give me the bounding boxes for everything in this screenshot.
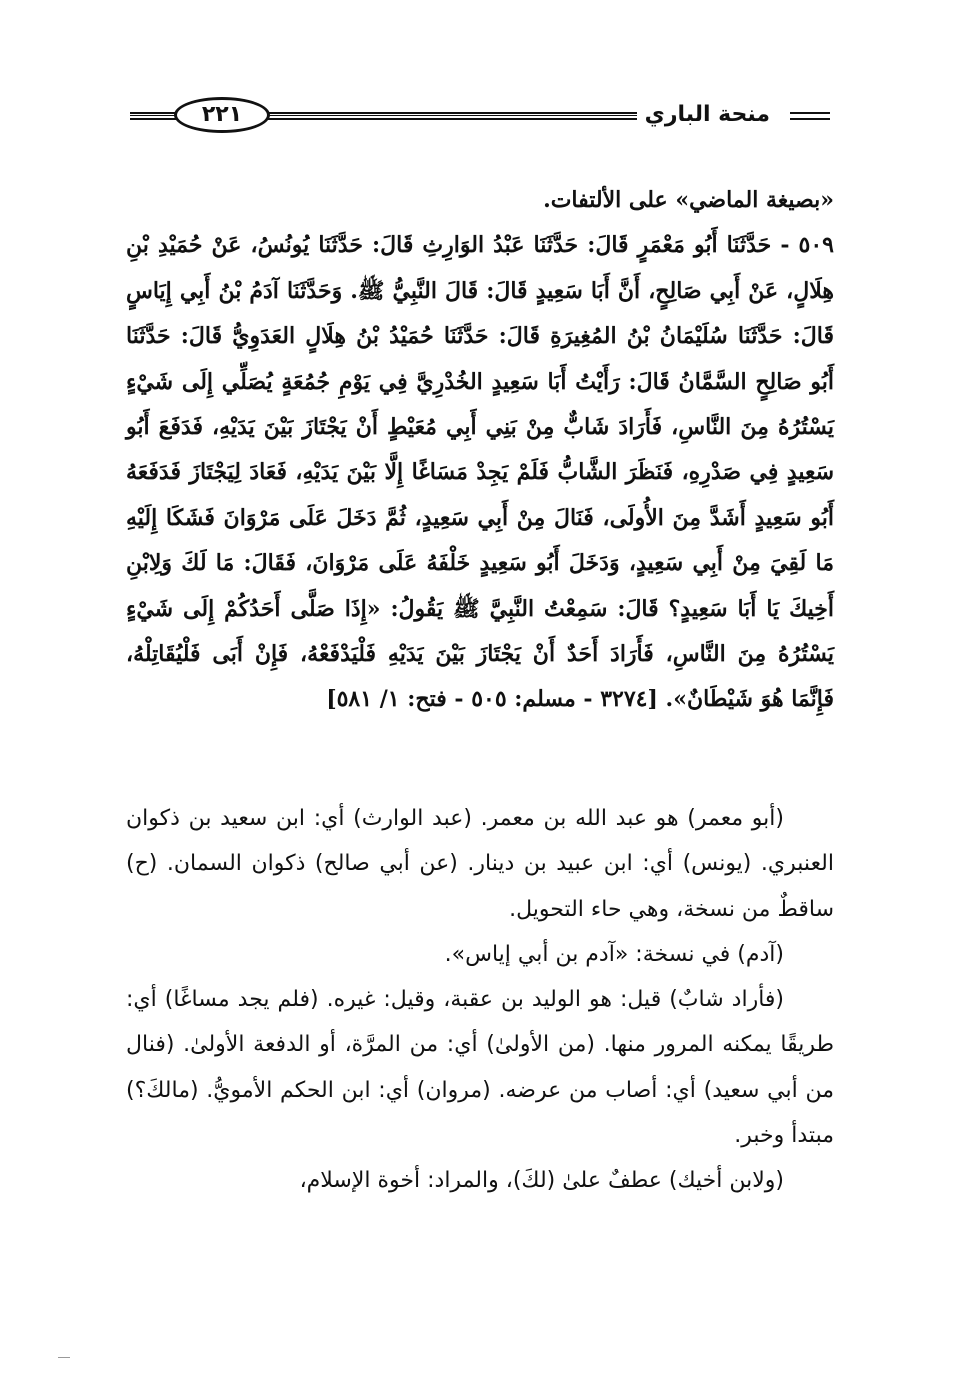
commentary-paragraph: (ولابن أخيك) عطفٌ علىٰ (لكَ)، والمراد: أخوة الإسلام، <box>299 1168 784 1194</box>
commentary-paragraph: (آدم) في نسخة: «آدم بن أبي إياس». <box>444 941 784 967</box>
hadith-text-block <box>126 178 834 723</box>
continuation-line: «بصيغة الماضي» على الألتفات. <box>543 187 834 213</box>
page-number: ٢٢١ <box>174 97 270 133</box>
commentary-paragraph: (أبو معمر) هو عبد الله بن معمر. (عبد الوارث) أي: ابن سعيد بن ذكوان العنبري. (يونس) أي: ابن عبيد بن دينار. (عن أبي صالح) ذكوان السمان. (ح) ساقطٌ من نسخة، وهي حاء التحويل. <box>126 806 834 922</box>
scan-mark <box>58 1357 70 1358</box>
header-short-rule <box>790 112 830 120</box>
page-header <box>130 96 830 136</box>
hadith-509: ٥٠٩ - حَدَّثَنَا أَبُو مَعْمَرٍ قَالَ: حَدَّثَنَا عَبْدُ الوَارِثِ قَالَ: حَدَّثَنَا يُونُسُ، عَنْ حُمَيْدِ بْنِ هِلَالٍ، عَنْ أَبِي صَالِحٍ، أَنَّ أَبَا سَعِيدٍ قَالَ: قَالَ النَّبِيُّ ﷺ. وَحَدَّثَنَا آدَمُ بْنُ أَبِي إِيَاسٍ قَالَ: حَدَّثَنَا سُلَيْمَانُ بْنُ المُغِيرَةِ قَالَ: حَدَّثَنَا حُمَيْدُ بْنُ هِلَالٍ العَدَوِيُّ قَالَ: حَدَّثَنَا أَبُو صَالِحٍ السَّمَّانُ قَالَ: رَأَيْتُ أَبَا سَعِيدٍ الخُدْرِيَّ فِي يَوْمِ جُمُعَةٍ يُصَلِّي إِلَى شَيْءٍ يَسْتُرُهُ مِنَ النَّاسِ، فَأَرَادَ شَابٌّ مِنْ بَنِي أَبِي مُعَيْطٍ أَنْ يَجْتَازَ بَيْنَ يَدَيْهِ، فَدَفَعَ أَبُو سَعِيدٍ فِي صَدْرِهِ، فَنَظَرَ الشَّابُّ فَلَمْ يَجِدْ مَسَاغًا إِلَّا بَيْنَ يَدَيْهِ، فَعَادَ لِيَجْتَازَ فَدَفَعَهُ أَبُو سَعِيدٍ أَشَدَّ مِنَ الأُولَى، فَنَالَ مِنْ أَبِي سَعِيدٍ، ثُمَّ دَخَلَ عَلَى مَرْوَانَ فَشَكَا إِلَيْهِ مَا لَقِيَ مِنْ أَبِي سَعِيدٍ، وَدَخَلَ أَبُو سَعِيدٍ خَلْفَهُ عَلَى مَرْوَانَ، فَقَالَ: مَا لَكَ وَلِابْنِ أَخِيكَ يَا أَبَا سَعِيدٍ؟ قَالَ: سَمِعْتُ النَّبِيَّ ﷺ يَقُولُ: «إِذَا صَلَّى أَحَدُكُمْ إِلَى شَيْءٍ يَسْتُرُهُ مِنَ النَّاسِ، فَأَرَادَ أَحَدٌ أَنْ يَجْتَازَ بَيْنَ يَدَيْهِ فَلْيَدْفَعْهُ، فَإِنْ أَبَى فَلْيُقَاتِلْهُ، فَإِنَّمَا هُوَ شَيْطَانٌ». [٣٢٧٤ - مسلم: ٥٠٥ - فتح: ١/ ٥٨١] <box>126 232 834 713</box>
commentary-paragraph: (فأراد شابٌ) قيل: هو الوليد بن عقبة، وقيل: غيره. (فلم يجد مساغًا) أي: طريقًا يمكنه المرور منها. (من الأولىٰ) أي: من المرَّة، أو الدفعة الأولىٰ. (فنال من أبي سعيد) أي: أصاب من عرضه. (مروان) أي: ابن الحكم الأمويُّ. (مالكَ؟) مبتدأ وخبر. <box>126 987 834 1149</box>
commentary-block <box>126 796 834 1204</box>
running-title: منحة الباري <box>637 99 778 131</box>
